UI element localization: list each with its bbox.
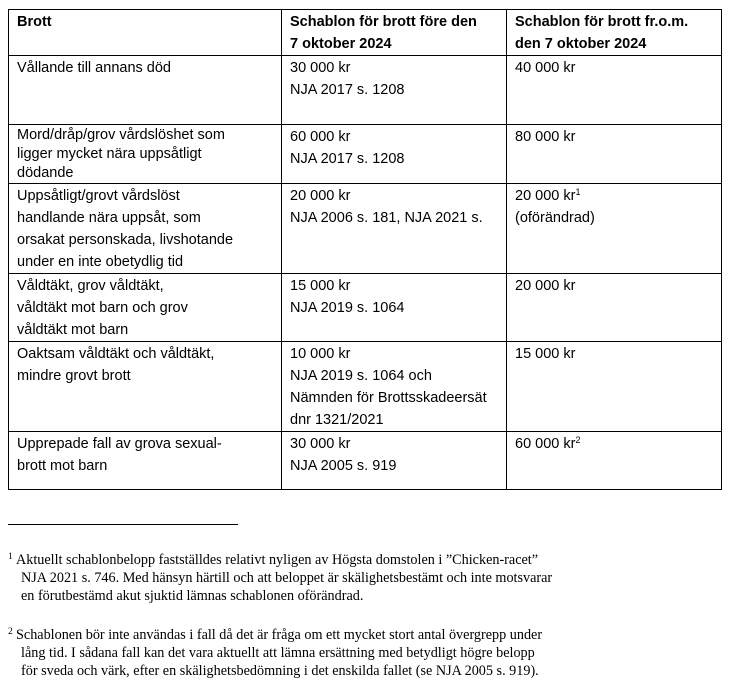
cell-line: Mord/dråp/grov vårdslöshet som <box>17 127 225 143</box>
header-crime <box>9 10 282 56</box>
cell-before <box>282 184 507 274</box>
cell-before <box>282 56 507 125</box>
cell-line: mindre grovt brott <box>17 368 131 384</box>
cell-crime <box>9 432 282 490</box>
cell-line: 80 000 kr <box>515 129 576 145</box>
table-row <box>9 184 722 274</box>
cell-line: brott mot barn <box>17 458 108 474</box>
cell-line: våldtäkt mot barn och grov <box>17 300 188 316</box>
header-line: Brott <box>17 14 52 30</box>
cell-line: NJA 2017 s. 1208 <box>290 151 405 167</box>
footnote-separator <box>8 524 238 525</box>
cell-line: NJA 2019 s. 1064 <box>290 300 405 316</box>
cell-line: 20 000 kr <box>290 188 351 204</box>
cell-after <box>507 56 722 125</box>
footnote-line: en förutbestämd akut sjuktid lämnas schablonen oförändrad. <box>21 588 364 604</box>
cell-line: NJA 2019 s. 1064 och <box>290 368 432 384</box>
footnote-line: Schablonen bör inte användas i fall då det är fråga om ett mycket stort antal övergrepp under <box>16 627 543 643</box>
footnote-marker: 1 <box>8 552 13 562</box>
footnote-ref[interactable]: 1 <box>575 187 581 197</box>
cell-crime <box>9 342 282 432</box>
header-line: den 7 oktober 2024 <box>515 36 647 52</box>
cell-line: Uppsåtligt/grovt vårdslöst <box>17 188 180 204</box>
table-row <box>9 274 722 342</box>
header-line: Schablon för brott fr.o.m. <box>515 14 689 30</box>
footnote-line: för sveda och värk, efter en skälighetsbedömning i det enskilda fallet (se NJA 2005 s. 919). <box>21 663 539 679</box>
footnote-1 <box>8 551 723 605</box>
cell-line: dnr 1321/2021 <box>290 412 384 428</box>
footnote-line: NJA 2021 s. 746. Med hänsyn härtill och att beloppet är skälighetsbestämt och inte motsvarar <box>21 570 553 586</box>
cell-after <box>507 342 722 432</box>
footnote-line: Aktuellt schablonbelopp fastställdes relativt nyligen av Högsta domstolen i ”Chicken-racet” <box>16 552 539 568</box>
cell-line: Nämnden för Brottsskadeersät <box>290 390 487 406</box>
header-before <box>282 10 507 56</box>
footnote-2 <box>8 626 723 680</box>
table-row <box>9 432 722 490</box>
cell-line: NJA 2017 s. 1208 <box>290 82 405 98</box>
footnote-ref[interactable]: 2 <box>575 435 581 445</box>
cell-line: (oförändrad) <box>515 210 595 226</box>
cell-line: 30 000 kr <box>290 436 351 452</box>
cell-line: Vållande till annans död <box>17 60 171 76</box>
table-header-row <box>9 10 722 56</box>
cell-crime <box>9 125 282 184</box>
header-after <box>507 10 722 56</box>
cell-before <box>282 125 507 184</box>
cell-line: Oaktsam våldtäkt och våldtäkt, <box>17 346 215 362</box>
cell-line: 10 000 kr <box>290 346 351 362</box>
table-row <box>9 125 722 184</box>
header-line: 7 oktober 2024 <box>290 36 392 52</box>
cell-line: dödande <box>17 165 74 181</box>
cell-line: 20 000 kr <box>515 278 576 294</box>
cell-line: 15 000 kr <box>515 346 576 362</box>
cell-line: handlande nära uppsåt, som <box>17 210 201 226</box>
footnote-marker: 2 <box>8 627 13 637</box>
table-row <box>9 56 722 125</box>
cell-line: 60 000 kr <box>515 436 576 452</box>
cell-line: orsakat personskada, livshotande <box>17 232 234 248</box>
cell-line: 20 000 kr <box>515 188 576 204</box>
cell-line: 60 000 kr <box>290 129 351 145</box>
cell-after <box>507 432 722 490</box>
cell-crime <box>9 274 282 342</box>
cell-before <box>282 432 507 490</box>
cell-after <box>507 125 722 184</box>
compensation-table <box>8 9 722 490</box>
table-row <box>9 342 722 432</box>
cell-line: våldtäkt mot barn <box>17 322 129 338</box>
cell-line: 15 000 kr <box>290 278 351 294</box>
footnote-line: lång tid. I sådana fall kan det vara aktuellt att lämna ersättning med betydligt högre belopp <box>21 645 535 661</box>
cell-after <box>507 274 722 342</box>
header-line: Schablon för brott före den <box>290 14 477 30</box>
cell-line: 40 000 kr <box>515 60 576 76</box>
cell-line: ligger mycket nära uppsåtligt <box>17 146 202 162</box>
cell-before <box>282 274 507 342</box>
cell-line: under en inte obetydlig tid <box>17 254 184 270</box>
cell-line: Upprepade fall av grova sexual- <box>17 436 222 452</box>
cell-crime <box>9 56 282 125</box>
cell-line: NJA 2005 s. 919 <box>290 458 397 474</box>
cell-line: NJA 2006 s. 181, NJA 2021 s. <box>290 210 483 226</box>
cell-crime <box>9 184 282 274</box>
cell-line: Våldtäkt, grov våldtäkt, <box>17 278 164 294</box>
cell-after <box>507 184 722 274</box>
cell-line: 30 000 kr <box>290 60 351 76</box>
cell-before <box>282 342 507 432</box>
